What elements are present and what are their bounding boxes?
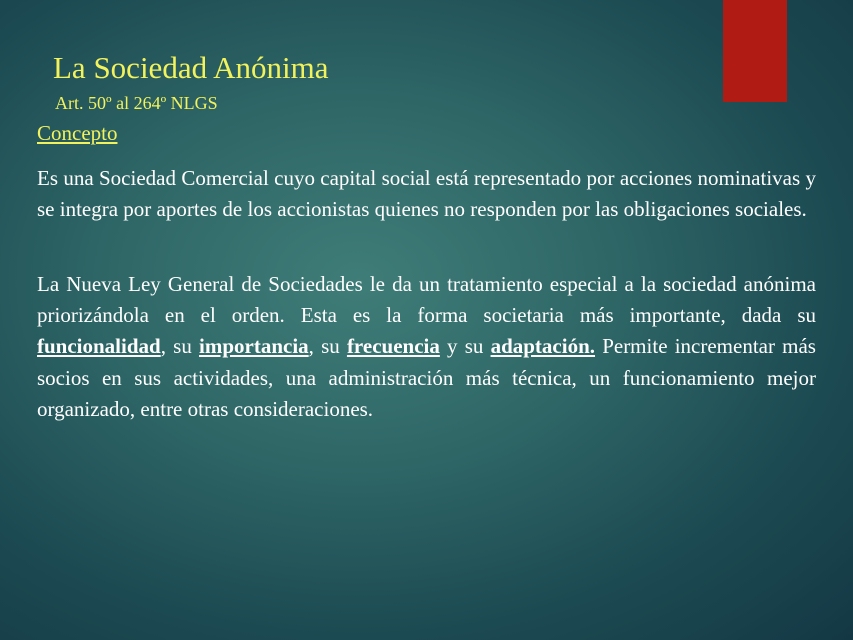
keyword-funcionalidad: funcionalidad (37, 334, 161, 359)
paragraph-text-segment: La Nueva Ley General de Sociedades le da un tratamiento especial a la sociedad anónima priorizándola en el orden. Esta es la forma societaria más importante, dada su (37, 272, 816, 328)
paragraph-description (37, 269, 816, 425)
paragraph-text-segment: y su (439, 334, 491, 359)
paragraph-text-segment: , su (160, 334, 199, 359)
keyword-importancia: importancia (199, 334, 309, 359)
slide-subtitle: Art. 50º al 264º NLGS (55, 93, 218, 113)
red-accent-tab (723, 0, 787, 102)
keyword-frecuencia: frecuencia (346, 334, 440, 359)
paragraph-text-segment: , su (308, 334, 347, 359)
paragraph-definition: Es una Sociedad Comercial cuyo capital social está representado por acciones nominativas y se integra por aportes de los accionistas quienes no responden por las obligaciones sociales. (37, 166, 816, 222)
keyword-adaptacion: adaptación. (490, 334, 596, 359)
section-heading-concepto: Concepto (37, 121, 118, 145)
slide-title: La Sociedad Anónima (53, 50, 329, 85)
paragraph-text-segment: Permite incrementar más socios en sus actividades, una administración más técnica, un funcionamiento mejor organizado, entre otras consideraciones. (37, 334, 816, 421)
